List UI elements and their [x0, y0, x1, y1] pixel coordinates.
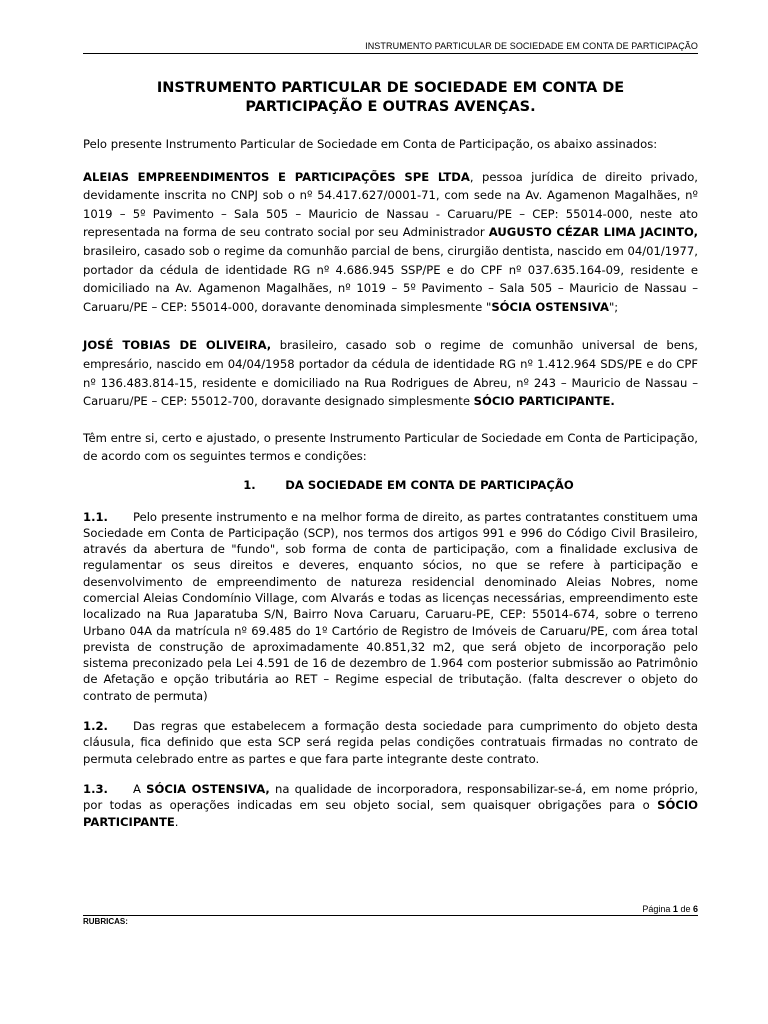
page-of: de	[680, 904, 691, 914]
party-2-name: JOSÉ TOBIAS DE OLIVEIRA,	[83, 338, 272, 353]
clause-1-3-bold-b: SÓCIO PARTICIPANTE	[83, 798, 698, 829]
clause-1-3-text-a: A	[133, 781, 147, 796]
clause-1-3-bold-a: SÓCIA OSTENSIVA,	[146, 781, 270, 796]
clause-1-2	[83, 718, 698, 767]
party-1-designation: SÓCIA OSTENSIVA	[491, 299, 609, 314]
party-1-text-a: , pessoa jurídica de direito privado, devidamente inscrita no CNPJ sob o nº 54.417.627/0001-71, com sede na Av. Agamenon Magalhães, nº 1019 – 5º Pavimento – Sala 505 – Mauricio de Nassau - Caruaru/PE – CEP: 55014-000, neste ato representada na forma de seu contrato social por seu Administrador	[83, 169, 698, 240]
clause-1-3-text-b: na qualidade de incorporadora, responsabilizar-se-á, em nome próprio, por todas as operações indicadas em seu objeto social, sem quaisquer obrigações para o	[83, 781, 699, 813]
clause-1-2-number: 1.2.	[83, 719, 108, 734]
page-total: 6	[692, 904, 698, 914]
clause-1-1-text: Pelo presente instrumento e na melhor forma de direito, as partes contratantes constituem uma Sociedade em Conta de Participação (SCP), nos termos dos artigos 991 e 996 do Código Civil Brasileiro, através da abertura de "fundo", sob forma de conta de participação, com a finalidade exclusiva de regulamentar os seus direitos e deveres, enquanto sócios, no que se refere à participação e desenvolvimento de empreendimento de natureza residencial denominado Aleias Nobres, nome comercial Aleias Condomínio Village, com Alvarás e todas as licenças necessárias, empreendimento este localizado na Rua Japaratuba S/N, Bairro Nova Caruaru, Caruaru-PE, CEP: 55014-674, sobre o terreno Urbano 04A da matrícula nº 69.485 do 1º Cartório de Registro de Imóveis de Caruaru/PE, com área total prevista de construção de aproximadamente 40.851,32 m2, que será objeto de incorporação pelo sistema preconizado pela Lei 4.591 de 16 de dezembro de 1.964 com posterior submissão ao Patrimônio de Afetação e opção tributária ao RET – Regime especial de tributação. (falta descrever o objeto do contrato de permuta)	[83, 509, 698, 703]
header-divider	[83, 53, 698, 54]
page-current: 1	[672, 904, 678, 914]
party-2-designation: SÓCIO PARTICIPANTE.	[473, 394, 615, 409]
page-number	[642, 904, 698, 914]
party-1-administrator: AUGUSTO CÉZAR LIMA JACINTO,	[488, 225, 698, 240]
section-1-number: 1.	[243, 477, 256, 492]
running-header: INSTRUMENTO PARTICULAR DE SOCIEDADE EM CONTA DE PARTICIPAÇÃO	[365, 41, 698, 51]
intro-paragraph: Pelo presente Instrumento Particular de Sociedade em Conta de Participação, os abaixo assinados:	[83, 137, 658, 151]
party-1-paragraph	[83, 168, 698, 317]
title-line-2: PARTICIPAÇÃO E OUTRAS AVENÇAS.	[245, 99, 536, 115]
party-1-name: ALEIAS EMPREENDIMENTOS E PARTICIPAÇÕES SPE LTDA	[83, 169, 470, 184]
party-2-text-a: brasileiro, casado sob o regime de comunhão universal de bens, empresário, nascido em 04/04/1958 portador da cédula de identidade RG nº 1.412.964 SDS/PE e do CPF nº 136.483.814-15, residente e domiciliado na Rua Rodrigues de Abreu, nº 243 – Mauricio de Nassau – Caruaru/PE – CEP: 55012-700, doravante designado simplesmente	[83, 338, 698, 409]
rubricas-label: RUBRICAS:	[83, 917, 128, 926]
clause-1-2-text: Das regras que estabelecem a formação desta sociedade para cumprimento do objeto desta cláusula, fica definido que esta SCP será regida pelas condições contratuais firmadas no contrato de permuta celebrado entre as partes e que fara parte integrante deste contrato.	[83, 719, 698, 766]
clause-1-3	[83, 781, 698, 830]
agreement-paragraph: Têm entre si, certo e ajustado, o presente Instrumento Particular de Sociedade em Conta de Participação, de acordo com os seguintes termos e condições:	[83, 430, 698, 464]
party-1-text-c: ";	[608, 299, 619, 314]
clause-1-3-number: 1.3.	[83, 781, 108, 796]
title-line-1: INSTRUMENTO PARTICULAR DE SOCIEDADE EM CONTA DE	[156, 80, 625, 96]
section-1-heading	[83, 476, 698, 495]
page-word: Página	[642, 904, 671, 914]
clause-1-1	[83, 509, 698, 705]
clause-1-3-text-c: .	[174, 814, 179, 829]
document-body	[83, 135, 698, 844]
document-title	[83, 79, 698, 117]
party-2-paragraph	[83, 336, 698, 410]
clause-1-1-number: 1.1.	[83, 509, 108, 524]
section-1-title: DA SOCIEDADE EM CONTA DE PARTICIPAÇÃO	[285, 477, 574, 492]
footer-divider	[83, 915, 698, 916]
party-1-text-b: brasileiro, casado sob o regime da comunhão parcial de bens, cirurgião dentista, nascido em 04/01/1977, portador da cédula de identidade RG nº 4.686.945 SSP/PE e do CPF nº 037.635.164-09, residente e domiciliado na Av. Agamenon Magalhães, nº 1019 – 5º Pavimento – Sala 505 – Mauricio de Nassau – Caruaru/PE – CEP: 55014-000, doravante denominada simplesmente "	[83, 243, 698, 314]
